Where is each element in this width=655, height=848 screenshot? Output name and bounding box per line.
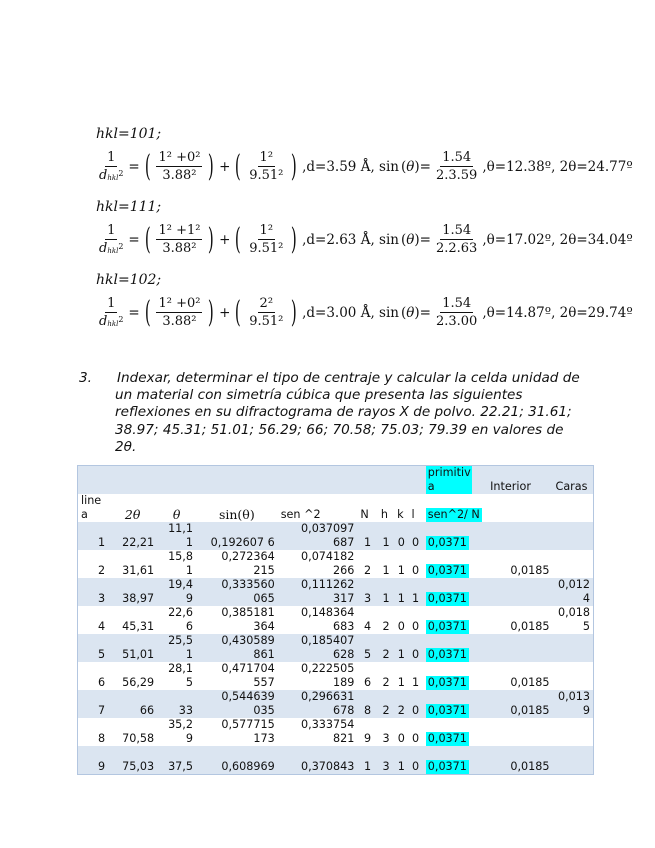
cell-sin: 0,385181 364	[221, 606, 275, 633]
cell-l: 0	[412, 620, 420, 633]
numerator: 1	[107, 223, 116, 238]
cell-N: 9	[364, 732, 372, 745]
l-term	[247, 296, 285, 329]
header-h: h	[380, 508, 388, 521]
cell-linea: 3	[78, 578, 109, 606]
cell-k: 1	[397, 564, 405, 577]
a-squared: 3.88²	[162, 168, 197, 183]
cell-two-theta: 38,97	[108, 578, 157, 606]
cell-caras	[553, 634, 594, 662]
cell-k: 1	[394, 578, 408, 606]
cell-sin: 0,192607 6	[196, 522, 278, 550]
cell-prim	[423, 718, 487, 746]
cell-theta: 33	[157, 690, 196, 718]
diffraction-table	[77, 465, 594, 775]
header-k: k	[397, 508, 404, 521]
d-symbol: d	[99, 241, 108, 256]
hkl-subscript: hkl	[107, 174, 119, 182]
cell-prim-value: 0,0371	[427, 732, 467, 745]
c-squared: 9.51²	[249, 168, 284, 183]
d-result: ,d=2.63 Å, sin	[302, 231, 399, 248]
cell-sin: 0,333560 065	[196, 578, 278, 606]
cell-k: 1	[394, 746, 408, 775]
cell-two-theta: 70,58	[122, 732, 155, 745]
cell-prim-value: 0,0371	[427, 676, 467, 689]
inverse-d-squared	[97, 296, 125, 329]
cell-linea: 1	[78, 522, 109, 550]
header-l: l	[411, 508, 415, 521]
cell-l: 0	[408, 522, 422, 550]
cell-theta: 25,5 1	[157, 634, 196, 662]
cell-h: 3	[382, 732, 390, 745]
cell-two-theta: 51,01	[108, 634, 157, 662]
cell-N: 1	[357, 522, 377, 550]
cell-sen2: 0,111262 317	[278, 578, 358, 606]
cell-interior	[487, 578, 552, 606]
d-result: ,d=3.59 Å, sin	[302, 158, 399, 175]
cell-N: 2	[364, 564, 372, 577]
cell-prim-value: 0,0371	[427, 620, 467, 633]
numerator: 1	[107, 150, 116, 165]
cell-linea: 9	[78, 746, 109, 775]
h-k-term	[156, 223, 202, 256]
cell-theta: 11,1 1	[157, 522, 196, 550]
lambda: 1.54	[442, 296, 472, 311]
cell-linea: 5	[78, 634, 109, 662]
header-N: N	[360, 508, 369, 521]
question-text: Indexar, determinar el tipo de centraje y calcular la celda unidad de un material con simetría cúbica que presenta las siguientes reflexiones en su difractograma de rayos X de polvo. 22.21; 31.61; 38.97; 45.31; 51.01; 56.29; 66; 70.58; 75.03; 79.39 en valores de 2θ.	[115, 370, 580, 455]
cell-sin: 0,608969	[196, 746, 278, 775]
cell-interior: 0,0185	[510, 620, 550, 633]
l-numerator: 2²	[259, 296, 274, 311]
equation-102: $\frac{1}{d_{hkl}^2}$ = ( $\frac{\text{1² +0²}}{\text{3.88²}}$ ) + ( $\frac{\text{2²}}{\text{9.51²}}$ ) ,d=3.00 Å, sin (θ)= $\frac{1.54}{2.3.00}$ ,θ=14.87º, 2θ=29.74º	[99, 294, 633, 330]
cell-caras	[553, 662, 594, 690]
cell-sin: 0,544639 035	[196, 690, 278, 718]
cell-prim	[423, 746, 487, 775]
equation-101: $\frac{1}{d_{hkl}^2}$ = ( $\frac{\text{1² +0²}}{\text{3.88²}}$ ) + ( $\frac{\text{1²}}{\text{9.51²}}$ ) ,d=3.59 Å, sin (θ)= $\frac{1.54}{2.3.59}$ ,θ=12.38º, 2θ=24.77º	[99, 148, 633, 184]
theta-result: ,θ=12.38º, 2θ=24.77º	[482, 158, 633, 175]
two-d: 2.3.00	[435, 314, 478, 329]
square-superscript: 2	[118, 242, 124, 251]
cell-prim	[423, 578, 487, 606]
cell-h: 3	[378, 746, 394, 775]
cell-k: 1	[397, 676, 405, 689]
header-linea: line a	[81, 494, 102, 521]
cell-prim-value: 0,0371	[427, 564, 467, 577]
cell-theta: 22,6 6	[168, 606, 193, 633]
hkl-subscript: hkl	[107, 320, 119, 328]
cell-linea: 4	[98, 620, 106, 633]
table-header	[78, 494, 594, 522]
h-k-term	[156, 296, 202, 329]
hkl-subscript: hkl	[107, 247, 119, 255]
cell-prim-value: 0,0371	[427, 704, 467, 717]
cell-prim	[423, 606, 487, 634]
cell-l: 0	[412, 564, 420, 577]
cell-prim	[423, 634, 487, 662]
cell-interior	[487, 718, 552, 746]
header-interior: Interior	[487, 466, 552, 495]
cell-N: 1	[357, 746, 377, 775]
d-result: ,d=3.00 Å, sin	[302, 304, 399, 321]
cell-theta: 37,5	[157, 746, 196, 775]
cell-prim	[423, 662, 487, 690]
cell-interior: 0,0185	[510, 564, 550, 577]
table-row	[78, 662, 594, 690]
cell-sin: 0,430589 861	[196, 634, 278, 662]
cell-prim-value: 0,0371	[427, 592, 467, 605]
h-k-term	[156, 150, 202, 183]
cell-caras: 0,012 4	[553, 578, 594, 606]
table-header-top	[78, 466, 594, 495]
cell-two-theta: 45,31	[122, 620, 155, 633]
cell-h: 2	[378, 634, 394, 662]
lambda: 1.54	[442, 223, 472, 238]
cell-theta: 15,8 1	[168, 550, 193, 577]
cell-N: 4	[364, 620, 372, 633]
table-row	[78, 550, 594, 578]
cell-caras: 0,013 9	[553, 690, 594, 718]
inverse-d-squared	[97, 150, 125, 183]
header-sen2: sen ^2	[280, 508, 321, 521]
cell-k: 0	[394, 522, 408, 550]
cell-sin: 0,272364 215	[221, 550, 275, 577]
cell-caras	[553, 522, 594, 550]
cell-l: 0	[412, 732, 420, 745]
cell-prim-value: 0,0371	[427, 536, 467, 549]
cell-k: 0	[397, 732, 405, 745]
hkl-label-102: hkl=102;	[96, 272, 162, 288]
cell-sen2: 0,296631 678	[278, 690, 358, 718]
cell-sin: 0,471704 557	[221, 662, 275, 689]
cell-sin: 0,577715 173	[221, 718, 275, 745]
table-row	[78, 634, 594, 662]
cell-sen2: 0,222505 189	[301, 662, 355, 689]
cell-linea: 8	[98, 732, 106, 745]
table-row	[78, 522, 594, 550]
question-3	[79, 370, 587, 456]
sin-fraction	[434, 223, 479, 256]
header-theta: θ	[172, 507, 181, 522]
c-squared: 9.51²	[249, 314, 284, 329]
equation-111: $\frac{1}{d_{hkl}^2}$ = ( $\frac{\text{1² +1²}}{\text{3.88²}}$ ) + ( $\frac{\text{1²}}{\text{9.51²}}$ ) ,d=2.63 Å, sin (θ)= $\frac{1.54}{2.2.63}$ ,θ=17.02º, 2θ=34.04º	[99, 221, 633, 257]
cell-linea: 2	[98, 564, 106, 577]
square-superscript: 2	[118, 315, 124, 324]
cell-linea: 6	[98, 676, 106, 689]
inverse-d-squared	[97, 223, 125, 256]
header-sin: sin(θ)	[218, 507, 255, 522]
cell-l: 1	[412, 676, 420, 689]
cell-h: 1	[378, 578, 394, 606]
sin-fraction	[434, 296, 479, 329]
cell-caras	[553, 718, 594, 746]
question-number: 3.	[79, 370, 92, 386]
cell-N: 6	[364, 676, 372, 689]
cell-prim-value: 0,0371	[427, 648, 467, 661]
cell-two-theta: 56,29	[122, 676, 155, 689]
cell-h: 2	[382, 676, 390, 689]
cell-two-theta: 66	[108, 690, 157, 718]
table-row	[78, 718, 594, 746]
cell-two-theta: 31,61	[122, 564, 155, 577]
hk-numerator: 1² +0²	[158, 296, 201, 311]
hk-numerator: 1² +1²	[158, 223, 201, 238]
cell-h: 2	[378, 690, 394, 718]
cell-sen2: 0,037097 687	[278, 522, 358, 550]
l-numerator: 1²	[259, 223, 274, 238]
cell-N: 5	[357, 634, 377, 662]
cell-two-theta: 75,03	[108, 746, 157, 775]
cell-caras	[553, 550, 594, 578]
table-row	[78, 690, 594, 718]
l-numerator: 1²	[259, 150, 274, 165]
cell-prim	[423, 550, 487, 578]
table-row	[78, 746, 594, 775]
theta-result: ,θ=14.87º, 2θ=29.74º	[482, 304, 633, 321]
cell-interior: 0,0185	[487, 690, 552, 718]
cell-N: 3	[357, 578, 377, 606]
cell-interior: 0,0185	[487, 746, 552, 775]
table-row	[78, 578, 594, 606]
lambda: 1.54	[442, 150, 472, 165]
sin-fraction	[434, 150, 479, 183]
l-term	[247, 223, 285, 256]
a-squared: 3.88²	[162, 314, 197, 329]
cell-k: 0	[397, 620, 405, 633]
a-squared: 3.88²	[162, 241, 197, 256]
hkl-label-101: hkl=101;	[96, 126, 162, 142]
square-superscript: 2	[118, 169, 124, 178]
cell-l: 0	[408, 690, 422, 718]
cell-h: 2	[382, 620, 390, 633]
cell-sen2: 0,148364 683	[301, 606, 355, 633]
cell-caras: 0,018 5	[557, 606, 590, 633]
cell-prim	[423, 522, 487, 550]
cell-theta: 19,4 9	[157, 578, 196, 606]
two-d: 2.2.63	[435, 241, 478, 256]
header-primitiva: primitiv a	[423, 466, 487, 495]
l-term	[247, 150, 285, 183]
cell-interior	[487, 634, 552, 662]
cell-prim-value: 0,0371	[427, 760, 467, 773]
cell-h: 1	[378, 522, 394, 550]
cell-N: 8	[357, 690, 377, 718]
cell-k: 1	[394, 634, 408, 662]
cell-sen2: 0,333754 821	[301, 718, 355, 745]
cell-theta: 35,2 9	[168, 718, 193, 745]
cell-l: 0	[408, 746, 422, 775]
cell-caras	[553, 746, 594, 775]
cell-sen2: 0,370843	[278, 746, 358, 775]
table-row	[78, 606, 594, 634]
cell-interior	[487, 522, 552, 550]
cell-h: 1	[382, 564, 390, 577]
cell-l: 0	[408, 634, 422, 662]
cell-k: 2	[394, 690, 408, 718]
numerator: 1	[107, 296, 116, 311]
theta-result: ,θ=17.02º, 2θ=34.04º	[482, 231, 633, 248]
hkl-label-111: hkl=111;	[96, 199, 162, 215]
header-sen2-N: sen^2/ N	[427, 508, 480, 521]
cell-theta: 28,1 5	[168, 662, 193, 689]
cell-prim	[423, 690, 487, 718]
c-squared: 9.51²	[249, 241, 284, 256]
d-symbol: d	[99, 168, 108, 183]
cell-l: 1	[408, 578, 422, 606]
hk-numerator: 1² +0²	[158, 150, 201, 165]
cell-two-theta: 22,21	[108, 522, 157, 550]
header-caras: Caras	[553, 466, 594, 495]
cell-interior: 0,0185	[510, 676, 550, 689]
cell-sen2: 0,185407 628	[278, 634, 358, 662]
cell-sen2: 0,074182 266	[301, 550, 355, 577]
two-d: 2.3.59	[435, 168, 478, 183]
d-symbol: d	[99, 314, 108, 329]
header-two-theta: 2θ	[124, 507, 141, 522]
cell-linea: 7	[78, 690, 109, 718]
